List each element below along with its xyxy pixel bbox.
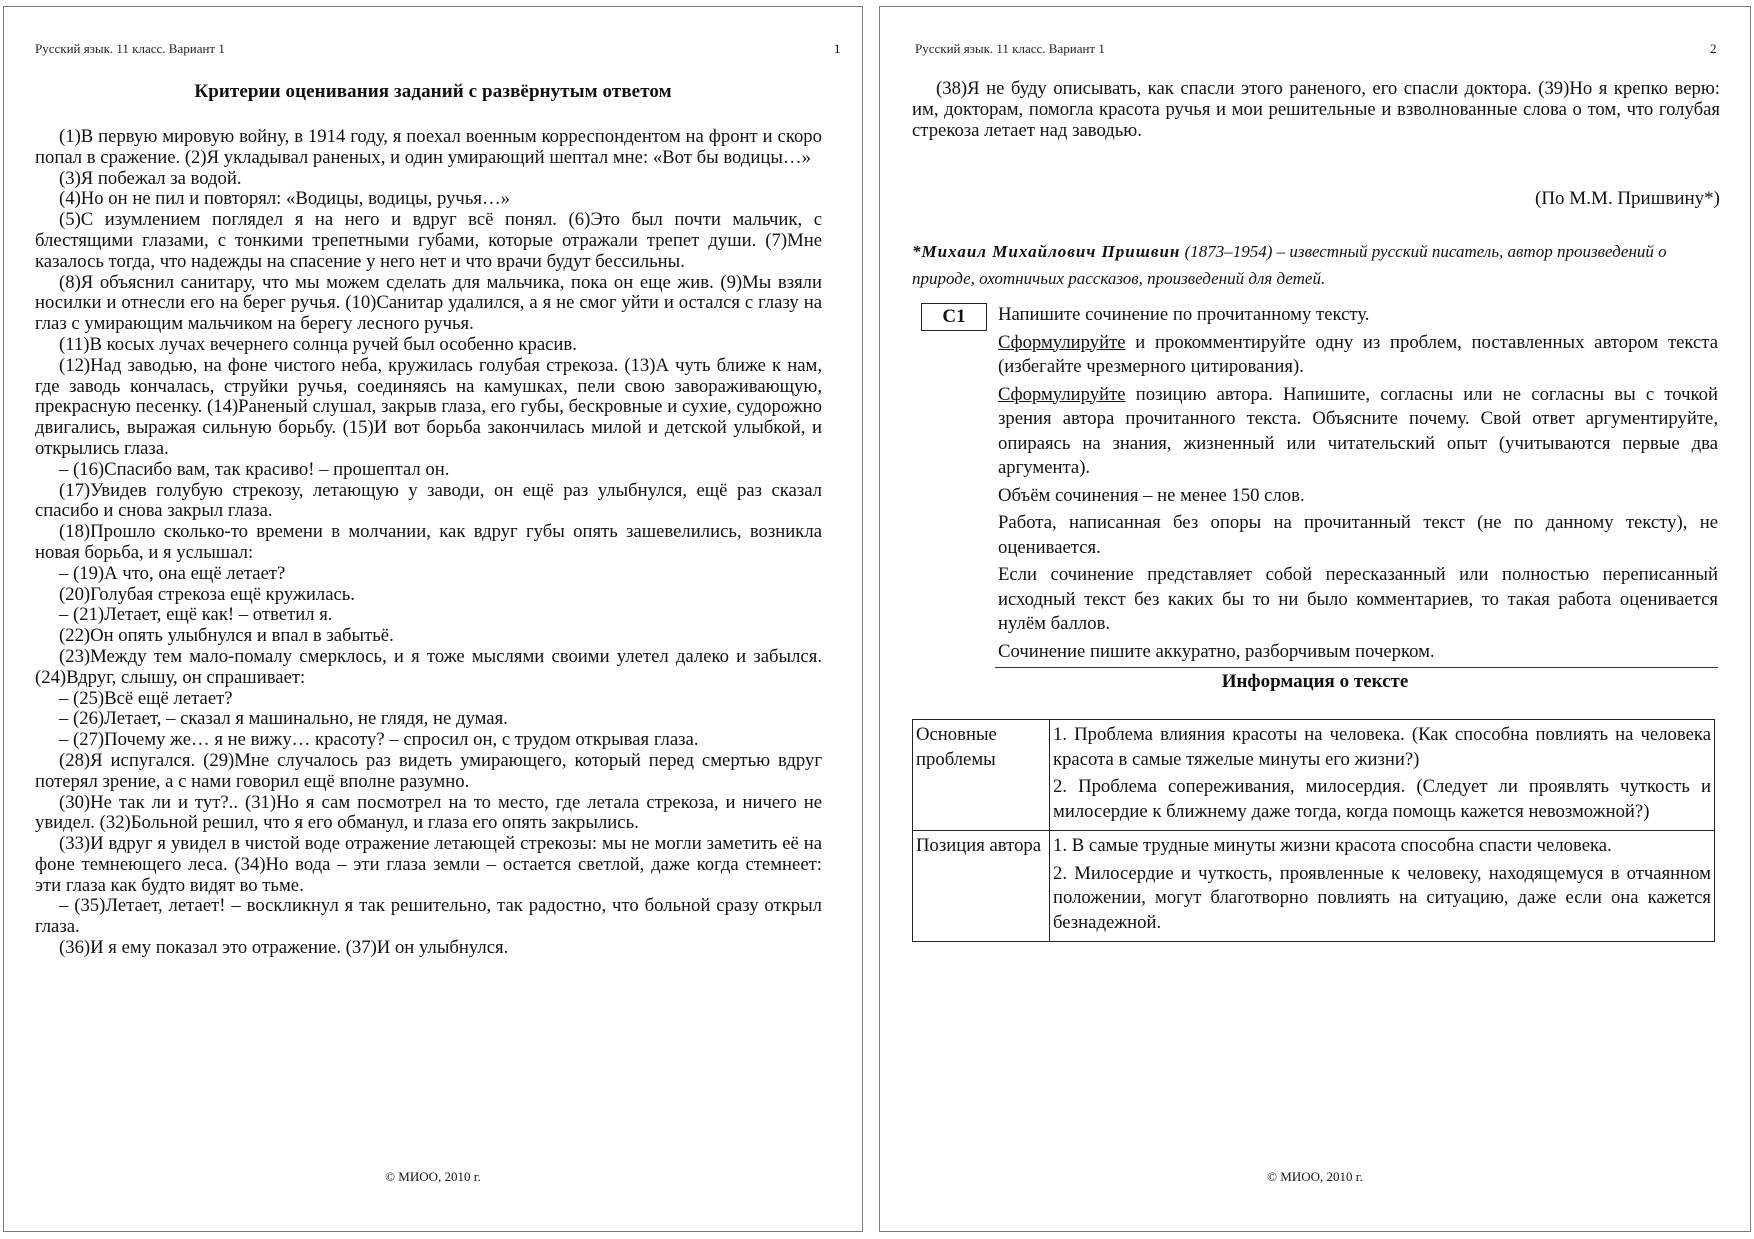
text-paragraph: (3)Я побежал за водой. [59,167,242,189]
table-row-value [1050,831,1715,942]
task-line: Объём сочинения – не менее 150 слов. [998,484,1305,506]
info-title: Информация о тексте [1221,671,1409,692]
divider [995,667,1718,668]
text-paragraph: – (26)Летает, – сказал я машинально, не глядя, не думая. [59,708,508,730]
page-header-title: Русский язык. 11 класс. Вариант 1 [915,41,1105,56]
text-paragraph: (1)В первую мировую войну, в 1914 году, я поехал военным корреспондентом на фронт и скоро попал в сражение. (2)Я укладывал раненых, и один умирающий шептал мне: «Вот бы водицы…» [35,126,822,168]
page-1 [3,6,863,1232]
copyright-footer: © МИОО, 2010 г. [1267,1169,1363,1184]
text-paragraph: – (16)Спасибо вам, так красиво! – прошептал он. [59,458,450,480]
task-line: Сформулируйте и прокомментируйте одну из проблем, поставленных автором текста (избегайте чрезмерного цитирования). [998,331,1718,377]
table-row [913,831,1715,942]
text-paragraph: (8)Я объяснил санитару, что мы можем сделать для мальчика, пока он еще жив. (9)Мы взяли носилки и отнесли его на берег ручья. (10)Санитар удалился, а я не смог уйти и остался с глазу на глаз с умирающим мальчиком на берегу лесного ручья. [35,271,822,335]
text-paragraph: (33)И вдруг я увидел в чистой воде отражение летающей стрекозы: мы не могли заметить её на фоне темнеющего леса. (34)Но вода – эти глаза земли – остается светлой, даже когда стемнеет: эти глаза как будто видят во тьме. [35,833,822,896]
text-paragraph: (22)Он опять улыбнулся и впал в забытьё. [59,625,394,647]
text-paragraph: (30)Не так ли и тут?.. (31)Но я сам посмотрел на то место, где летала стрекоза, и ничего не увидел. (32)Больной решил, что я его обманул, и глаза его опять закрылись. [35,791,822,834]
text-paragraph: (36)И я ему показал это отражение. (37)И он улыбнулся. [59,937,509,959]
task-line: Сформулируйте позицию автора. Напишите, согласны или не согласны вы с точкой зрения автора прочитанного текста. Объясните почему. Свой ответ аргументируйте, опираясь на знания, жизненный или читательский опыт (учитываются первые два аргумента). [998,383,1718,478]
task-line: Работа, написанная без опоры на прочитанный текст (не по данному тексту), не оценивается. [998,512,1718,558]
table-row-label: Позиция автора [913,831,1050,942]
text-paragraph: – (25)Всё ещё летает? [59,687,233,709]
task-keyword: Сформулируйте [998,383,1126,405]
info-table [912,719,1715,942]
task-badge: С1 [921,303,987,331]
source-text-continued [912,79,1720,141]
criteria-title: Критерии оценивания заданий с развёрнутым ответом [194,81,672,102]
text-paragraph: (28)Я испугался. (29)Мне случалось раз видеть умирающего, который перед смертью вдруг потерял зрение, а с нами говорил ещё вполне разумно. [35,749,822,792]
author-note [912,238,1720,292]
text-paragraph: (5)С изумлением поглядел я на него и вдруг всё понял. (6)Это был почти мальчик, с блестящими глазами, с тонкими трепетными губами, которые отражали трепет души. (7)Мне казалось тогда, что надежды на спасение у него нет и что врачи будут бессильны. [35,209,822,272]
page-header-title: Русский язык. 11 класс. Вариант 1 [35,41,225,56]
text-paragraph: (4)Но он не пил и повторял: «Водицы, водицы, ручья…» [59,188,510,210]
text-paragraph: (11)В косых лучах вечернего солнца ручей был особенно красив. [59,333,577,355]
text-paragraph: (12)Над заводью, на фоне чистого неба, кружилась голубая стрекоза. (13)А чуть ближе к нам, где заводь кончалась, струйки ручья, соединяясь на камушках, пели свою завораживающую, прекрасную песенку. (14)Раненый слушал, закрыв глаза, его губы, бескровные и сухие, судорожно двигались, выражая сильную борьбу. (15)И вот борьба закончилась милой и детской улыбкой, и открылись глаза. [35,354,822,459]
task-keyword: Сформулируйте [998,331,1126,353]
author-note-text: (1873–1954) – известный русский писатель, автор произведений о природе, охотничьих рассказов, произведений для детей. [912,242,1667,288]
table-item: 1. Проблема влияния красоты на человека. (Как способна повлиять на человека красота в самые тяжелые минуты его жизни?) [1053,724,1711,770]
task-line: Если сочинение представляет собой пересказанный или полностью переписанный исходный текст без каких бы то ни было комментариев, то такая работа оценивается нулём баллов. [998,564,1718,634]
table-row-value [1050,720,1715,831]
task-line: Сочинение пишите аккуратно, разборчивым почерком. [998,640,1435,662]
task-c1 [998,303,1718,667]
text-paragraph: – (21)Летает, ещё как! – ответил я. [59,604,333,626]
text-paragraph: – (27)Почему же… я не вижу… красоту? – спросил он, с трудом открывая глаза. [59,729,699,751]
text-paragraph: (38)Я не буду описывать, как спасли этого раненого, его спасли доктора. (39)Но я крепко верю: им, докторам, помогла красота ручья и мои решительные и взволнованные слова о том, что голубая стрекоза летает над заводью. [912,78,1720,141]
page-number: 2 [1710,41,1717,56]
text-paragraph: (17)Увидев голубую стрекозу, летающую у заводи, он ещё раз улыбнулся, ещё раз сказал спасибо и снова закрыл глаза. [35,479,822,522]
page-2 [879,6,1751,1232]
task-line: Напишите сочинение по прочитанному тексту. [998,304,1370,325]
table-item: 1. В самые трудные минуты жизни красота способна спасти человека. [1053,835,1612,856]
table-row [913,720,1715,831]
source-text [35,127,822,959]
text-paragraph: (20)Голубая стрекоза ещё кружилась. [59,583,355,605]
page-number: 1 [834,41,841,56]
text-paragraph: (23)Между тем мало-помалу смерклось, и я тоже мыслями своими улетел далеко и забылся. (24)Вдруг, слышу, он спрашивает: [35,645,822,688]
text-paragraph: – (35)Летает, летает! – воскликнул я так решительно, так радостно, что больной сразу открыл глаза. [35,895,822,938]
author-note-name: *Михаил Михайлович Пришвин [912,242,1181,261]
table-item: 2. Проблема сопереживания, милосердия. (Следует ли проявлять чуткость и милосердие к ближнему даже тогда, когда помощь кажется невозможной?) [1053,776,1711,822]
attribution: (По М.М. Пришвину*) [1535,188,1720,209]
text-paragraph: – (19)А что, она ещё летает? [59,562,286,584]
copyright-footer: © МИОО, 2010 г. [385,1169,481,1184]
table-item: 2. Милосердие и чуткость, проявленные к человеку, находящемуся в отчаянном положении, могут благотворно повлиять на ситуацию, даже если она кажется безнадежной. [1053,862,1711,933]
text-paragraph: (18)Прошло сколько-то времени в молчании, как вдруг губы опять зашевелились, возникла новая борьба, и я услышал: [35,521,822,563]
table-row-label: Основные проблемы [913,720,1050,831]
